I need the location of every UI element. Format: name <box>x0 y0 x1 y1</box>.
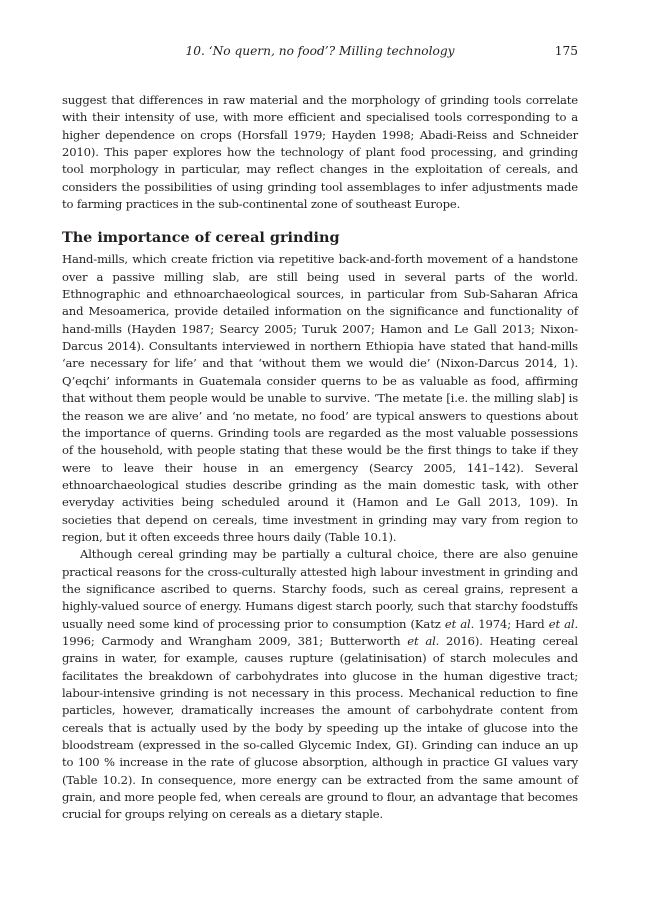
paragraph-3-text-1: Although cereal grinding may be partially a cultural choice, there are also genuine practical reasons for the cross-culturally attested high labour investment in grinding and the significance ascribed to querns. Starchy foods, such as cereal grains, represent a highly-valued source of energy. Humans digest starch poorly, such that starchy foodstuffs usually need some kind of processing prior to consumption (Katz <box>62 547 578 631</box>
citation-et-al-katz: et al. <box>444 616 475 631</box>
paragraph-3-text-3: 1996; Carmody and Wrangham 2009, 381; Butterworth <box>62 633 408 648</box>
body-paragraph-2: Hand-mills, which create friction via repetitive back-and-forth movement of a handstone over a passive milling slab, are still being used in several parts of the world. Ethnographic and ethnoarchaeological sources, in particular from Sub-Saharan Africa and Mesoamerica, provide detailed information on the significance and functionality of hand-mills (Hayden 1987; Searcy 2005; Turuk 2007; Hamon and Le Gall 2013; Nixon-Darcus 2014). Consultants interviewed in northern Ethiopia have stated that hand-mills ‘are necessary for life’ and that ‘without them we would die’ (Nixon-Darcus 2014, 1). Q’eqchi’ informants in Guatemala consider querns to be as valuable as food, affirming that without them people would be unable to survive. ‘The metate [i.e. the milling slab] is the reason we are alive’ and ‘no metate, no food’ are typical answers to questions about the importance of querns. Grinding tools are regarded as the most valuable possessions of the household, with people stating that these would be the first things to take if they were to leave their house in an emergency (Searcy 2005, 141–142). Several ethnoarchaeological studies describe grinding as the main domestic task, with other everyday activities being scheduled around it (Hamon and Le Gall 2013, 109). In societies that depend on cereals, time investment in grinding may vary from region to region, but it often exceeds three hours daily (Table 10.1). <box>62 252 578 544</box>
page-body <box>62 92 578 824</box>
body-paragraph-1: suggest that differences in raw material and the morphology of grinding tools correlate with their intensity of use, with more efficient and specialised tools corresponding to a higher dependence on crops (Horsfall 1979; Hayden 1998; Abadi-Reiss and Schneider 2010). This paper explores how the technology of plant food processing, and grinding tool morphology in particular, may reflect changes in the exploitation of cereals, and considers the possibilities of using grinding tool assemblages to infer adjustments made to farming practices in the sub-continental zone of southeast Europe. <box>62 93 578 212</box>
section-heading: The importance of cereal grinding <box>62 229 340 247</box>
page-number: 175 <box>554 44 578 58</box>
paragraph-3-text-4: 2016). Heating cereal grains in water, for example, causes rupture (gelatinisation) of starch molecules and facilitates the breakdown of carbohydrates into glucose in the human digestive tract; labour-intensive grinding is not necessary in this process. Mechanical reduction to fine particles, however, dramatically increases the amount of carbohydrate content from cereals that is actually used by the body by speeding up the intake of glucose into the bloodstream (expressed in the so-called Glycemic Index, GI). Grinding can induce an up to 100 % increase in the rate of glucose absorption, although in practice GI values vary (Table 10.2). In consequence, more energy can be extracted from the same amount of grain, and more people fed, when cereals are ground to flour, an advantage that becomes crucial for groups relying on cereals as a dietary staple. <box>62 633 578 822</box>
paragraph-3-text-2: 1974; Hard <box>474 616 549 631</box>
citation-et-al-hard: et al. <box>548 616 578 631</box>
body-paragraph-3 <box>62 546 578 824</box>
running-header <box>62 44 578 64</box>
running-title: 10. ‘No quern, no food’? Milling technology <box>185 44 455 58</box>
citation-et-al-butterworth: et al. <box>407 633 440 648</box>
